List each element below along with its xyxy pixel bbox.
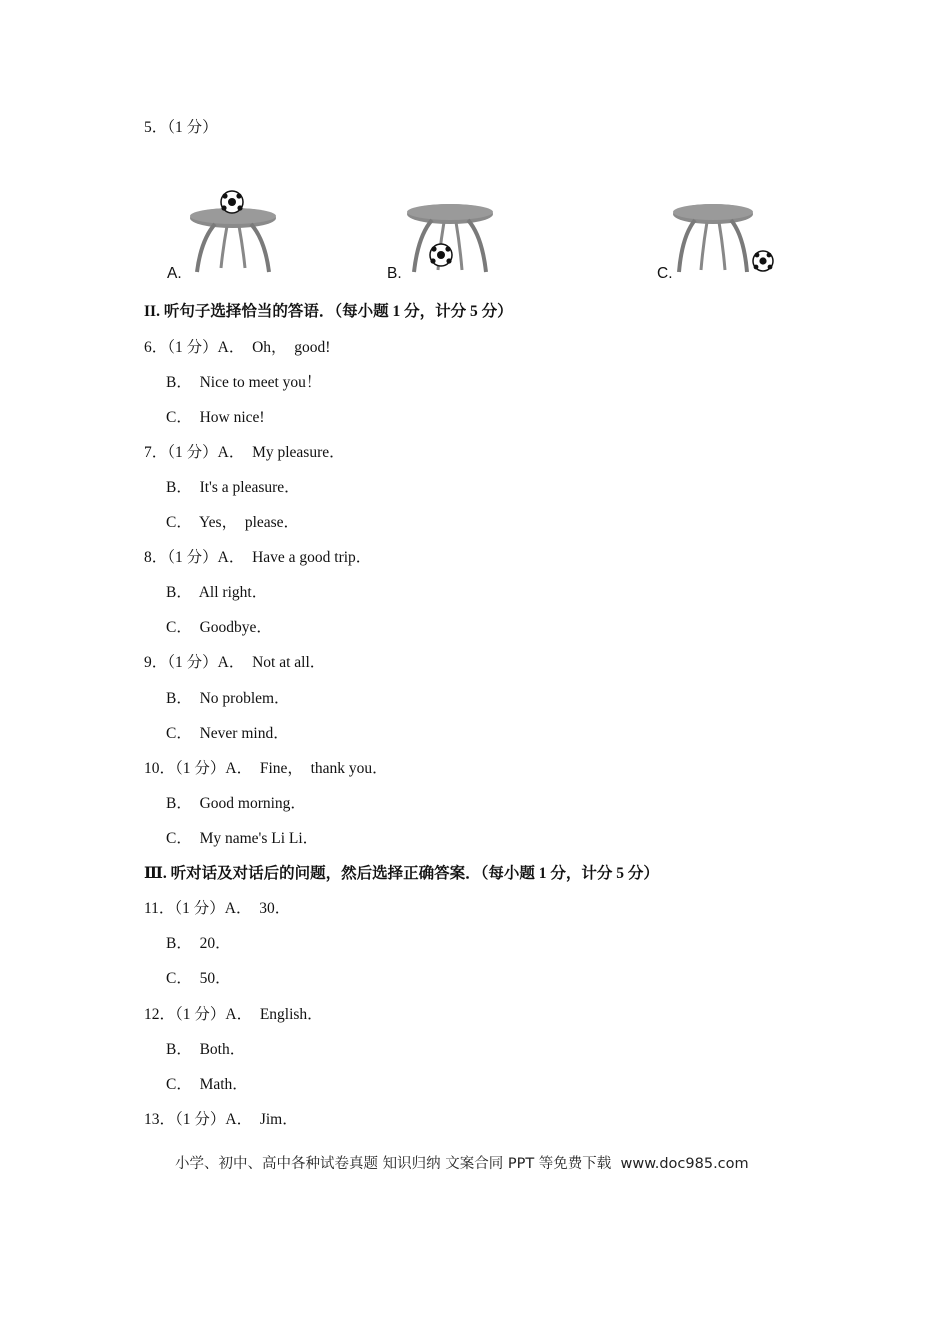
ball-icon <box>221 191 243 213</box>
picture-a-letter: A. <box>167 265 182 282</box>
question-6-option-b: B． Nice to meet you！ <box>166 374 322 391</box>
picture-b-letter: B. <box>387 265 402 282</box>
question-10-option-c: C． My name's Li Li． <box>166 830 319 847</box>
question-11-option-b: B． 20． <box>166 935 231 952</box>
question-10-stem: 10．（1 分）A． Fine， thank you． <box>144 760 388 777</box>
picture-option-a <box>165 188 285 288</box>
question-9-option-c: C． Never mind． <box>166 725 289 742</box>
page-footer: 小学、初中、高中各种试卷真题 知识归纳 文案合同 PPT 等免费下载 www.doc985.com <box>175 1156 749 1172</box>
question-9-stem: 9．（1 分）A． Not at all． <box>144 654 326 671</box>
question-8-option-b: B． All right． <box>166 584 268 601</box>
picture-c-letter: C. <box>657 265 673 282</box>
question-13-stem: 13．（1 分）A． Jim． <box>144 1111 298 1128</box>
question-12-option-b: B． Both． <box>166 1041 246 1058</box>
question-7-option-b: B． It's a pleasure． <box>166 479 300 496</box>
picture-option-b <box>385 188 505 288</box>
question-6-stem: 6．（1 分）A． Oh， good! <box>144 339 331 356</box>
question-10-option-b: B． Good morning． <box>166 795 306 812</box>
ball-icon <box>430 244 452 266</box>
ball-icon <box>753 251 773 271</box>
question-7-option-c: C． Yes， please． <box>166 514 300 531</box>
question-12-option-c: C． Math． <box>166 1076 248 1093</box>
question-7-stem: 7．（1 分）A． My pleasure． <box>144 444 345 461</box>
picture-option-c <box>655 188 780 288</box>
question-9-option-b: B． No problem． <box>166 690 290 707</box>
question-8-option-c: C． Goodbye． <box>166 619 272 636</box>
question-5-label: 5．（1 分） <box>144 119 218 136</box>
question-8-stem: 8．（1 分）A． Have a good trip． <box>144 549 372 566</box>
question-6-option-c: C． How nice! <box>166 409 265 426</box>
section-3-title: Ⅲ. 听对话及对话后的问题，然后选择正确答案．（每小题 1 分，计分 5 分） <box>144 865 659 882</box>
question-11-stem: 11．（1 分）A． 30． <box>144 900 291 917</box>
question-12-stem: 12．（1 分）A． English． <box>144 1006 323 1023</box>
question-11-option-c: C． 50． <box>166 970 231 987</box>
section-2-title: II. 听句子选择恰当的答语．（每小题 1 分，计分 5 分） <box>144 303 513 320</box>
